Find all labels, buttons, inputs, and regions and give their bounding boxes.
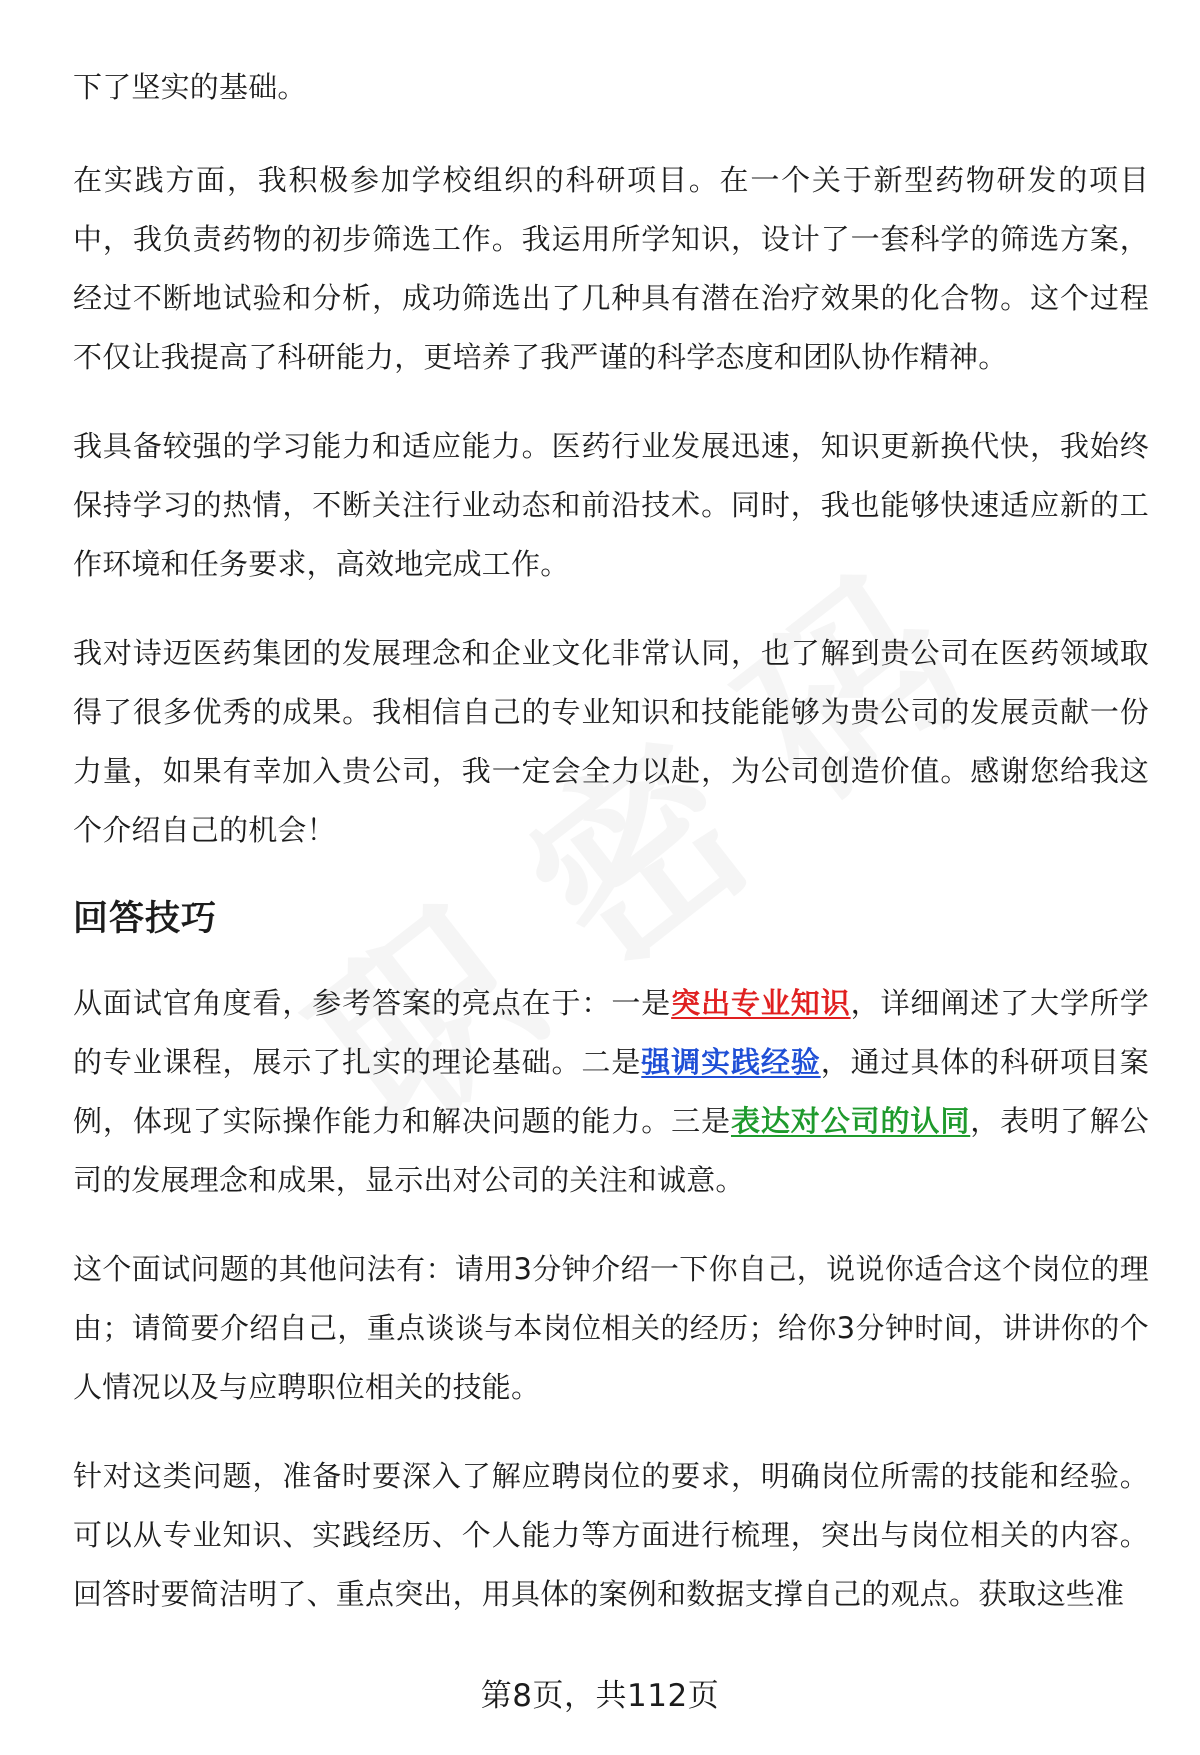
tips-text-d: ，表明了解公司的发展理念和成果，显示出对公司的关注和诚意。 <box>73 1104 1149 1197</box>
tips-text-b: ，详细阐述了大学所学的专业课程，展示了扎实的理论基础。二是 <box>73 986 1149 1079</box>
paragraph-tips-highlights <box>73 974 1149 1210</box>
highlight-practical-experience: 强调实践经验 <box>641 1045 821 1079</box>
tips-text-c: ，通过具体的科研项目案例，体现了实际操作能力和解决问题的能力。三是 <box>73 1045 1149 1138</box>
highlight-professional-knowledge: 突出专业知识 <box>671 986 851 1020</box>
paragraph-alternative-questions: 这个面试问题的其他问法有：请用3分钟介绍一下你自己，说说你适合这个岗位的理由；请简要介绍自己，重点谈谈与本岗位相关的经历；给你3分钟时间，讲讲你的个人情况以及与应聘职位相关的技能。 <box>73 1252 1149 1404</box>
section-title: 回答技巧 <box>73 899 218 939</box>
page-number: 第8页，共112页 <box>480 1678 720 1714</box>
tips-text-a: 从面试官角度看，参考答案的亮点在于：一是 <box>73 986 672 1020</box>
highlight-company-recognition: 表达对公司的认同 <box>730 1104 971 1138</box>
paragraph-preparation: 针对这类问题，准备时要深入了解应聘岗位的要求，明确岗位所需的技能和经验。可以从专业知识、实践经历、个人能力等方面进行梳理，突出与岗位相关的内容。回答时要简洁明了、重点突出，用具体的案例和数据支撑自己的观点。获取这些准 <box>73 1459 1149 1611</box>
paragraph-continuation: 下了坚实的基础。 <box>73 70 307 104</box>
paragraph-company: 我对诗迈医药集团的发展理念和企业文化非常认同，也了解到贵公司在医药领域取得了很多优秀的成果。我相信自己的专业知识和技能能够为贵公司的发展贡献一份力量，如果有幸加入贵公司，我一定会全力以赴，为公司创造价值。感谢您给我这个介绍自己的机会！ <box>73 636 1149 847</box>
paragraph-learning: 我具备较强的学习能力和适应能力。医药行业发展迅速，知识更新换代快，我始终保持学习的热情，不断关注行业动态和前沿技术。同时，我也能够快速适应新的工作环境和任务要求，高效地完成工作。 <box>73 429 1149 581</box>
paragraph-practice: 在实践方面，我积极参加学校组织的科研项目。在一个关于新型药物研发的项目中，我负责药物的初步筛选工作。我运用所学知识，设计了一套科学的筛选方案，经过不断地试验和分析，成功筛选出了几种具有潜在治疗效果的化合物。这个过程不仅让我提高了科研能力，更培养了我严谨的科学态度和团队协作精神。 <box>73 163 1149 374</box>
document-body <box>73 58 1149 1654</box>
